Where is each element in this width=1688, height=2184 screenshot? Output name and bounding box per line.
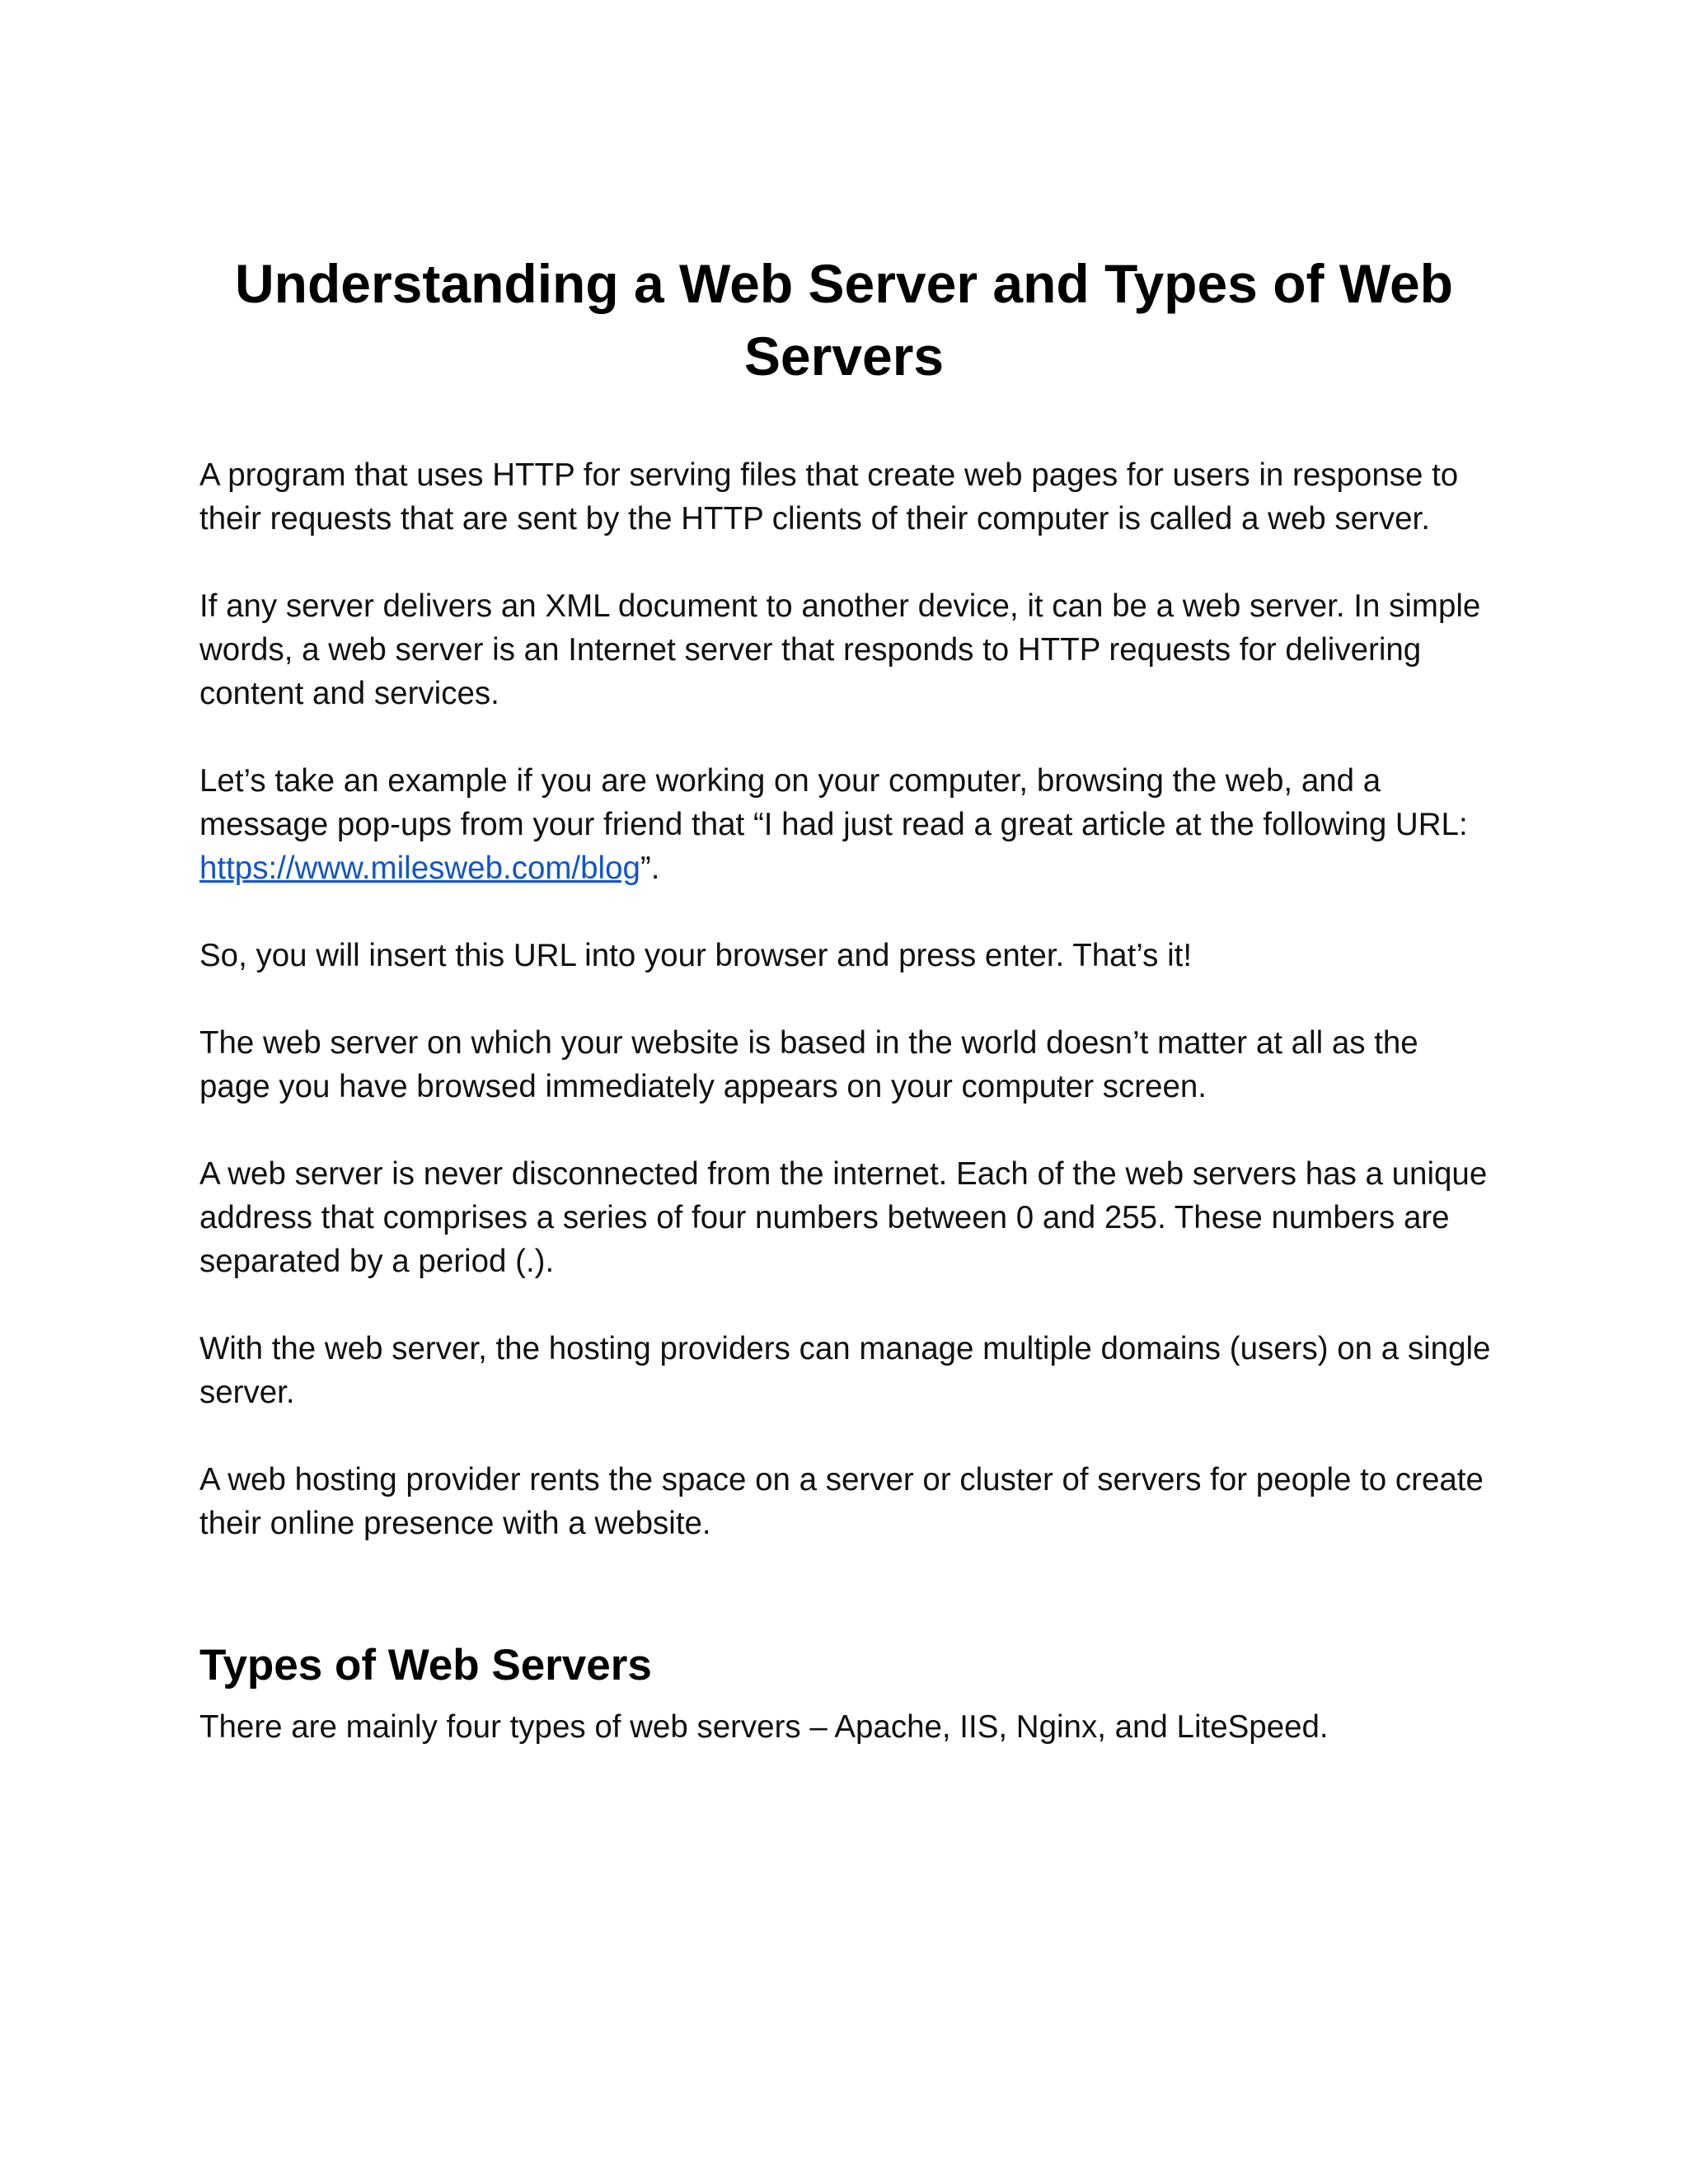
section-heading-types: Types of Web Servers	[199, 1641, 652, 1690]
paragraph: A web server is never disconnected from the internet. Each of the web servers has a unique address that comprises a series of four numbers between 0 and 255. These numbers are separated by a period (.).	[199, 1156, 1488, 1279]
paragraph-text-after-link: ”.	[640, 851, 660, 886]
paragraph-text-before-link: Let’s take an example if you are working on your computer, browsing the web, and a message pop-ups from your friend that “I had just read a great article at the following URL:	[199, 763, 1468, 842]
paragraph: So, you will insert this URL into your browser and press enter. That’s it!	[199, 938, 1193, 973]
milesweb-blog-link[interactable]: https://www.milesweb.com/blog	[199, 851, 640, 886]
section-text-types: There are mainly four types of web servers – Apache, IIS, Nginx, and LiteSpeed.	[199, 1709, 1329, 1745]
paragraph: With the web server, the hosting providers can manage multiple domains (users) on a single server.	[199, 1331, 1491, 1410]
paragraph: A web hosting provider rents the space on a server or cluster of servers for people to create their online presence with a website.	[199, 1462, 1484, 1541]
page-title: Understanding a Web Server and Types of Web Servers	[235, 253, 1453, 387]
paragraph-with-link	[199, 759, 1493, 890]
paragraph: The web server on which your website is based in the world doesn’t matter at all as the page you have browsed immediately appears on your computer screen.	[199, 1025, 1418, 1104]
paragraph: If any server delivers an XML document to another device, it can be a web server. In simple words, a web server is an Internet server that responds to HTTP requests for delivering content and services.	[199, 588, 1481, 711]
paragraph: A program that uses HTTP for serving files that create web pages for users in response to their requests that are sent by the HTTP clients of their computer is called a web server.	[199, 457, 1459, 537]
document-body	[199, 453, 1493, 1749]
